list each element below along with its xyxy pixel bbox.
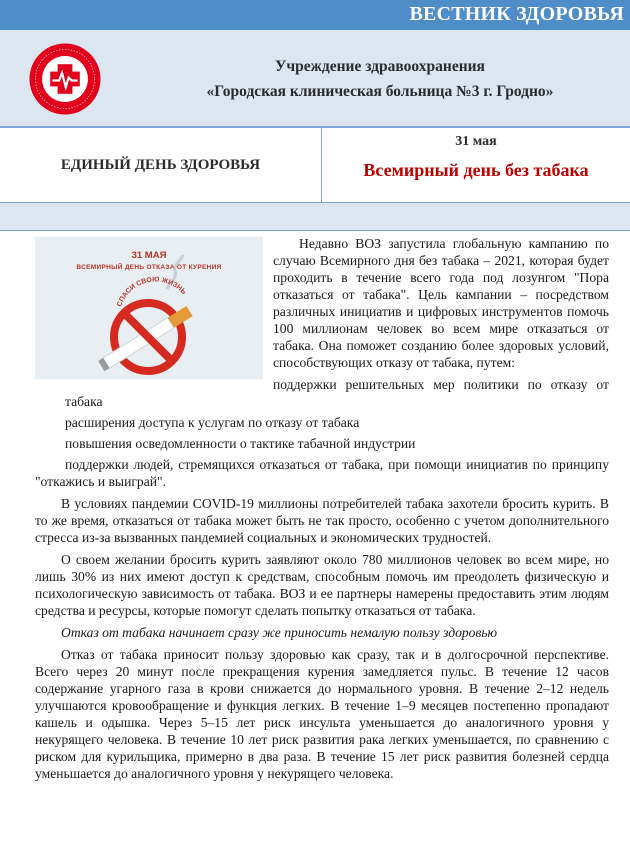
- banner-left-title: ЕДИНЫЙ ДЕНЬ ЗДОРОВЬЯ: [60, 156, 261, 173]
- institution-line-2: «Городская клиническая больница №3 г. Гродно»: [206, 83, 554, 100]
- list-item: расширения доступа к услугам по отказу от табака: [65, 415, 360, 430]
- decorative-stripe: [0, 203, 630, 231]
- event-banner: [0, 128, 630, 203]
- list-item: поддержки решительных мер политики по отказу от табака: [65, 377, 609, 409]
- event-title: Всемирный день без табака: [363, 160, 589, 180]
- statistics-paragraph: О своем желании бросить курить заявляют около 780 миллионов человек во всем мире, но лишь 30% из них имеют доступ к средствам, способным помочь им преодолеть физическую и психологическую зависимость от табака. ВОЗ и ее партнеры намерены предоставить этим людям средства и ресурсы, которые помогут сделать попытку отказаться от табака.: [35, 552, 609, 618]
- masthead-title: ВЕСТНИК ЗДОРОВЬЯ: [409, 3, 624, 25]
- institution-header: [0, 30, 630, 128]
- no-smoking-illustration: [35, 237, 263, 379]
- institution-name: [150, 54, 610, 104]
- list-item: повышения осведомленности о тактике табачной индустрии: [65, 436, 416, 451]
- list-item: поддержки людей, стремящихся отказаться от табака, при помощи инициатив по принципу "откажись и выиграй".: [35, 457, 609, 489]
- event-date: 31 мая: [455, 134, 497, 149]
- hospital-logo-icon: [28, 42, 102, 116]
- illustration-date: 31 МАЯ: [131, 250, 167, 261]
- article-body: [35, 235, 609, 782]
- illustration-title: ВСЕМИРНЫЙ ДЕНЬ ОТКАЗА ОТ КУРЕНИЯ: [76, 264, 222, 271]
- institution-line-1: Учреждение здравоохранения: [275, 58, 485, 75]
- section-subheading: Отказ от табака начинает сразу же приносить немалую пользу здоровью: [61, 625, 498, 640]
- masthead-bar: [0, 0, 630, 30]
- illustration-ribbon-text: СПАСИ СВОЮ ЖИЗНЬ: [116, 276, 188, 308]
- pandemic-paragraph: В условиях пандемии COVID-19 миллионы потребителей табака захотели бросить курить. В то же время, отказаться от табака может быть не так просто, особенно с учетом дополнительного стресса из-за вызванных пандемией социальных и экономических трудностей.: [35, 496, 609, 545]
- intro-paragraph: Недавно ВОЗ запустила глобальную кампанию по случаю Всемирного дня без табака – 2021, которая будет проходить в течение всего года под лозунгом "Пора отказаться от табака". Цель кампании – посредством различных инициатив и цифровых инструментов помочь 100 миллионам человек во всем мире отказаться от табака. Она поможет созданию более здоровых условий, способствующих отказу от табака, путем:: [273, 236, 609, 370]
- benefits-paragraph: Отказ от табака приносит пользу здоровью как сразу, так и в долгосрочной перспективе. Всего через 20 минут после прекращения курения замедляется пульс. В течение 12 часов содержание угарного газа в крови снижается до нормального уровня. В течение 2–12 недель улучшаются кровообращение и функция легких. В течение 1–9 месяцев постепенно пропадают кашель и одышка. Через 5–15 лет риск инсульта уменьшается до аналогичного уровня у некурящего человека. В течение 10 лет риск развития рака легких уменьшается, по сравнению с риском для курильщика, примерно в два раза. В течение 15 лет риск развития болезней сердца уменьшается до аналогичного уровня у некурящего человека.: [35, 647, 609, 781]
- no-smoking-icon: [35, 237, 263, 379]
